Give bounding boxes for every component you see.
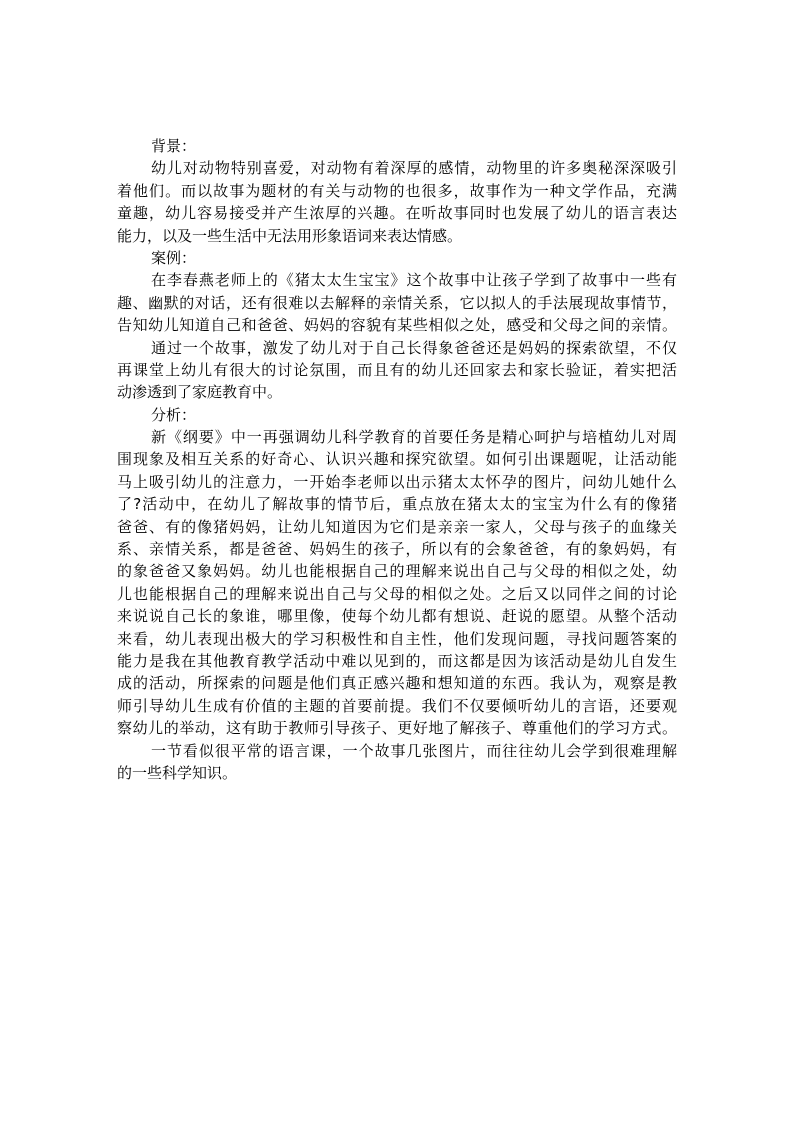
text-line: 分析： (151, 405, 197, 424)
text-line: 再课堂上幼儿有很大的讨论氛围，而且有的幼儿还回家去和家长验证，着实把活 (117, 360, 677, 379)
text-line: 案例： (151, 248, 197, 267)
text-line: 动渗透到了家庭教育中。 (117, 383, 283, 402)
text-line: 围现象及相互关系的好奇心、认识兴趣和探究欲望。如何引出课题呢，让活动能 (117, 450, 677, 469)
text-line: 来说说自己长的象谁，哪里像，使每个幼儿都有想说、赶说的愿望。从整个活动 (117, 607, 677, 626)
text-line: 通过一个故事，激发了幼儿对于自己长得象爸爸还是妈妈的探索欲望，不仅 (151, 338, 677, 357)
text-line: 在李春燕老师上的《猪太太生宝宝》这个故事中让孩子学到了故事中一些有 (151, 271, 677, 290)
text-line: 系、亲情关系，都是爸爸、妈妈生的孩子，所以有的会象爸爸，有的象妈妈，有 (117, 540, 677, 559)
text-line: 告知幼儿知道自己和爸爸、妈妈的容貌有某些相似之处，感受和父母之间的亲情。 (117, 316, 677, 335)
text-line: 来看，幼儿表现出极大的学习积极性和自主性，他们发现问题，寻找问题答案的 (117, 629, 677, 648)
text-line: 了?活动中，在幼儿了解故事的情节后，重点放在猪太太的宝宝为什么有的像猪 (117, 495, 677, 514)
text-line: 背景： (151, 137, 197, 155)
text-line: 一节看似很平常的语言课，一个故事几张图片，而往往幼儿会学到很难理解 (151, 741, 677, 760)
text-line: 能力是我在其他教育教学活动中难以见到的，而这都是因为该活动是幼儿自发生 (117, 651, 677, 670)
text-line: 成的活动，所探索的问题是他们真正感兴趣和想知道的东西。我认为，观察是教 (117, 674, 677, 693)
text-line: 能力，以及一些生活中无法用形象语词来表达情感。 (117, 226, 463, 245)
text-line: 儿也能根据自己的理解来说出自己与父母的相似之处。之后又以同伴之间的讨论 (117, 584, 677, 603)
text-line: 趣、幽默的对话，还有很难以去解释的亲情关系，它以拟人的手法展现故事情节， (117, 293, 677, 312)
text-line: 爸爸、有的像猪妈妈，让幼儿知道因为它们是亲亲一家人，父母与孩子的血缘关 (117, 517, 677, 536)
text-line: 着他们。而以故事为题材的有关与动物的也很多，故事作为一种文学作品，充满 (117, 181, 677, 200)
text-line: 的象爸爸又象妈妈。幼儿也能根据自己的理解来说出自己与父母的相似之处，幼 (117, 562, 677, 581)
text-line: 马上吸引幼儿的注意力，一开始李老师以出示猪太太怀孕的图片，问幼儿她什么 (117, 472, 677, 491)
text-line: 察幼儿的举动，这有助于教师引导孩子、更好地了解孩子、尊重他们的学习方式。 (117, 719, 677, 738)
text-line: 师引导幼儿生成有价值的主题的首要前提。我们不仅要倾听幼儿的言语，还要观 (117, 696, 677, 715)
text-line: 新《纲要》中一再强调幼儿科学教育的首要任务是精心呵护与培植幼儿对周 (151, 428, 677, 447)
text-line: 幼儿对动物特别喜爱，对动物有着深厚的感情，动物里的许多奥秘深深吸引 (151, 159, 677, 178)
text-line: 的一些科学知识。 (117, 763, 238, 782)
document-page (117, 135, 677, 784)
text-line: 童趣，幼儿容易接受并产生浓厚的兴趣。在听故事同时也发展了幼儿的语言表达 (117, 204, 677, 223)
